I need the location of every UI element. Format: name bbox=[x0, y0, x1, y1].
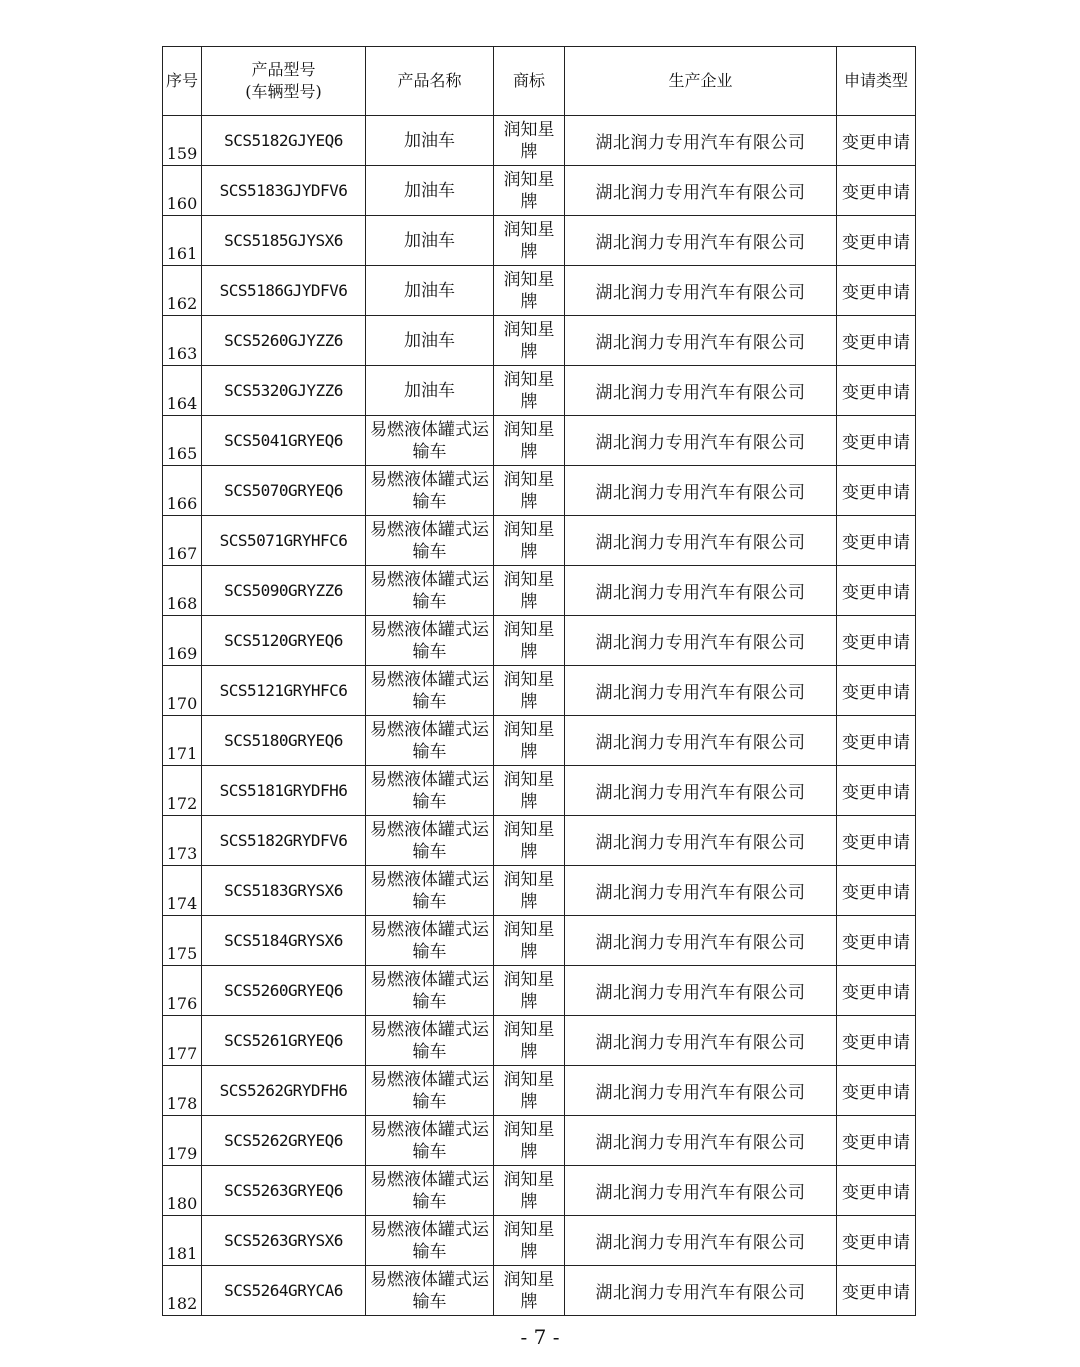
cell-serial-number: 166 bbox=[163, 466, 202, 516]
cell-manufacturer: 湖北润力专用汽车有限公司 bbox=[565, 216, 837, 266]
cell-application-type: 变更申请 bbox=[837, 1166, 916, 1216]
cell-application-type: 变更申请 bbox=[837, 766, 916, 816]
cell-application-type: 变更申请 bbox=[837, 816, 916, 866]
cell-brand bbox=[494, 366, 565, 416]
table-row bbox=[163, 166, 916, 216]
cell-brand bbox=[494, 1066, 565, 1116]
cell-application-type: 变更申请 bbox=[837, 116, 916, 166]
cell-application-type: 变更申请 bbox=[837, 716, 916, 766]
cell-serial-number: 159 bbox=[163, 116, 202, 166]
cell-serial-number: 173 bbox=[163, 816, 202, 866]
cell-application-type: 变更申请 bbox=[837, 416, 916, 466]
cell-serial-number: 176 bbox=[163, 966, 202, 1016]
cell-manufacturer: 湖北润力专用汽车有限公司 bbox=[565, 416, 837, 466]
cell-serial-number: 165 bbox=[163, 416, 202, 466]
cell-product-model: SCS5183GRYSX6 bbox=[202, 866, 366, 916]
cell-application-type: 变更申请 bbox=[837, 1216, 916, 1266]
cell-serial-number: 175 bbox=[163, 916, 202, 966]
cell-brand bbox=[494, 116, 565, 166]
cell-manufacturer: 湖北润力专用汽车有限公司 bbox=[565, 1116, 837, 1166]
table-row bbox=[163, 866, 916, 916]
cell-product-name bbox=[366, 766, 494, 816]
cell-brand-text: 润知星牌 bbox=[503, 1069, 555, 1112]
cell-product-name-text: 易燃液体罐式运输车 bbox=[369, 1069, 489, 1112]
cell-product-model: SCS5071GRYHFC6 bbox=[202, 516, 366, 566]
cell-product-name bbox=[366, 116, 494, 166]
cell-brand bbox=[494, 266, 565, 316]
cell-product-name bbox=[366, 566, 494, 616]
table-row bbox=[163, 1066, 916, 1116]
cell-product-model: SCS5090GRYZZ6 bbox=[202, 566, 366, 616]
cell-manufacturer: 湖北润力专用汽车有限公司 bbox=[565, 1216, 837, 1266]
table-row bbox=[163, 566, 916, 616]
cell-product-model: SCS5121GRYHFC6 bbox=[202, 666, 366, 716]
cell-product-name bbox=[366, 366, 494, 416]
cell-product-name-text: 易燃液体罐式运输车 bbox=[369, 1169, 489, 1212]
cell-product-name-text: 易燃液体罐式运输车 bbox=[369, 569, 489, 612]
cell-application-type: 变更申请 bbox=[837, 666, 916, 716]
cell-serial-number: 170 bbox=[163, 666, 202, 716]
cell-manufacturer: 湖北润力专用汽车有限公司 bbox=[565, 316, 837, 366]
cell-product-name-text: 加油车 bbox=[403, 330, 455, 351]
cell-product-model: SCS5263GRYSX6 bbox=[202, 1216, 366, 1266]
cell-product-name bbox=[366, 416, 494, 466]
cell-product-model: SCS5261GRYEQ6 bbox=[202, 1016, 366, 1066]
cell-manufacturer: 湖北润力专用汽车有限公司 bbox=[565, 366, 837, 416]
cell-product-name-text: 易燃液体罐式运输车 bbox=[369, 969, 489, 1012]
cell-serial-number: 182 bbox=[163, 1266, 202, 1316]
cell-brand bbox=[494, 616, 565, 666]
table-header-row bbox=[163, 47, 916, 116]
cell-product-name bbox=[366, 1016, 494, 1066]
cell-product-name-text: 易燃液体罐式运输车 bbox=[369, 869, 489, 912]
cell-serial-number: 178 bbox=[163, 1066, 202, 1116]
cell-brand bbox=[494, 216, 565, 266]
cell-manufacturer: 湖北润力专用汽车有限公司 bbox=[565, 666, 837, 716]
table-row bbox=[163, 616, 916, 666]
cell-brand bbox=[494, 566, 565, 616]
cell-serial-number: 177 bbox=[163, 1016, 202, 1066]
cell-brand-text: 润知星牌 bbox=[503, 719, 555, 762]
cell-serial-number: 164 bbox=[163, 366, 202, 416]
header-product-name: 产品名称 bbox=[366, 47, 494, 116]
cell-product-name-text: 加油车 bbox=[403, 130, 455, 151]
cell-product-name-text: 易燃液体罐式运输车 bbox=[369, 1269, 489, 1312]
table-row bbox=[163, 816, 916, 866]
cell-product-model: SCS5263GRYEQ6 bbox=[202, 1166, 366, 1216]
cell-brand bbox=[494, 416, 565, 466]
cell-brand-text: 润知星牌 bbox=[503, 769, 555, 812]
cell-application-type: 变更申请 bbox=[837, 266, 916, 316]
cell-brand-text: 润知星牌 bbox=[503, 919, 555, 962]
table-row bbox=[163, 916, 916, 966]
cell-product-model: SCS5320GJYZZ6 bbox=[202, 366, 366, 416]
header-manufacturer: 生产企业 bbox=[565, 47, 837, 116]
cell-manufacturer: 湖北润力专用汽车有限公司 bbox=[565, 1266, 837, 1316]
cell-product-model: SCS5041GRYEQ6 bbox=[202, 416, 366, 466]
cell-brand-text: 润知星牌 bbox=[503, 1269, 555, 1312]
cell-product-model: SCS5181GRYDFH6 bbox=[202, 766, 366, 816]
table-body bbox=[163, 116, 916, 1316]
cell-serial-number: 168 bbox=[163, 566, 202, 616]
table-row bbox=[163, 466, 916, 516]
cell-serial-number: 167 bbox=[163, 516, 202, 566]
cell-application-type: 变更申请 bbox=[837, 1116, 916, 1166]
cell-brand-text: 润知星牌 bbox=[503, 619, 555, 662]
cell-manufacturer: 湖北润力专用汽车有限公司 bbox=[565, 916, 837, 966]
cell-product-name bbox=[366, 666, 494, 716]
cell-serial-number: 161 bbox=[163, 216, 202, 266]
cell-application-type: 变更申请 bbox=[837, 166, 916, 216]
cell-serial-number: 169 bbox=[163, 616, 202, 666]
cell-product-name bbox=[366, 316, 494, 366]
cell-brand bbox=[494, 166, 565, 216]
cell-manufacturer: 湖北润力专用汽车有限公司 bbox=[565, 766, 837, 816]
table-row bbox=[163, 766, 916, 816]
cell-manufacturer: 湖北润力专用汽车有限公司 bbox=[565, 716, 837, 766]
cell-product-name bbox=[366, 866, 494, 916]
cell-brand-text: 润知星牌 bbox=[503, 969, 555, 1012]
table-row bbox=[163, 1216, 916, 1266]
cell-brand-text: 润知星牌 bbox=[503, 219, 555, 262]
cell-product-name-text: 易燃液体罐式运输车 bbox=[369, 769, 489, 812]
cell-application-type: 变更申请 bbox=[837, 216, 916, 266]
cell-application-type: 变更申请 bbox=[837, 516, 916, 566]
cell-brand-text: 润知星牌 bbox=[503, 1019, 555, 1062]
cell-product-name bbox=[366, 466, 494, 516]
cell-product-model: SCS5183GJYDFV6 bbox=[202, 166, 366, 216]
cell-product-name bbox=[366, 716, 494, 766]
cell-brand-text: 润知星牌 bbox=[503, 369, 555, 412]
table-row bbox=[163, 416, 916, 466]
cell-product-name-text: 易燃液体罐式运输车 bbox=[369, 519, 489, 562]
cell-brand bbox=[494, 1216, 565, 1266]
table-row bbox=[163, 1116, 916, 1166]
cell-serial-number: 172 bbox=[163, 766, 202, 816]
cell-product-name-text: 易燃液体罐式运输车 bbox=[369, 1119, 489, 1162]
cell-brand bbox=[494, 966, 565, 1016]
cell-brand bbox=[494, 516, 565, 566]
cell-application-type: 变更申请 bbox=[837, 466, 916, 516]
table-row bbox=[163, 966, 916, 1016]
cell-product-name-text: 易燃液体罐式运输车 bbox=[369, 919, 489, 962]
cell-manufacturer: 湖北润力专用汽车有限公司 bbox=[565, 866, 837, 916]
table-row bbox=[163, 666, 916, 716]
cell-product-name bbox=[366, 216, 494, 266]
cell-product-name-text: 易燃液体罐式运输车 bbox=[369, 1019, 489, 1062]
table-row bbox=[163, 1266, 916, 1316]
cell-brand-text: 润知星牌 bbox=[503, 469, 555, 512]
cell-brand-text: 润知星牌 bbox=[503, 519, 555, 562]
cell-product-name-text: 加油车 bbox=[403, 180, 455, 201]
header-product-model-line1: 产品型号 bbox=[251, 60, 316, 79]
cell-serial-number: 181 bbox=[163, 1216, 202, 1266]
cell-product-model: SCS5182GJYEQ6 bbox=[202, 116, 366, 166]
table-row bbox=[163, 366, 916, 416]
header-product-model bbox=[202, 47, 366, 116]
cell-brand bbox=[494, 1116, 565, 1166]
cell-product-name-text: 易燃液体罐式运输车 bbox=[369, 419, 489, 462]
cell-manufacturer: 湖北润力专用汽车有限公司 bbox=[565, 566, 837, 616]
cell-application-type: 变更申请 bbox=[837, 916, 916, 966]
cell-serial-number: 171 bbox=[163, 716, 202, 766]
cell-product-name bbox=[366, 1116, 494, 1166]
cell-manufacturer: 湖北润力专用汽车有限公司 bbox=[565, 816, 837, 866]
cell-product-name-text: 易燃液体罐式运输车 bbox=[369, 719, 489, 762]
table-row bbox=[163, 516, 916, 566]
header-product-model-line2: (车辆型号) bbox=[245, 82, 322, 101]
cell-product-model: SCS5185GJYSX6 bbox=[202, 216, 366, 266]
cell-product-name bbox=[366, 1166, 494, 1216]
table-row bbox=[163, 116, 916, 166]
cell-brand-text: 润知星牌 bbox=[503, 569, 555, 612]
cell-product-name bbox=[366, 166, 494, 216]
header-brand: 商标 bbox=[494, 47, 565, 116]
cell-product-model: SCS5184GRYSX6 bbox=[202, 916, 366, 966]
cell-application-type: 变更申请 bbox=[837, 616, 916, 666]
product-table bbox=[162, 46, 916, 1316]
cell-brand-text: 润知星牌 bbox=[503, 119, 555, 162]
cell-brand bbox=[494, 466, 565, 516]
cell-manufacturer: 湖北润力专用汽车有限公司 bbox=[565, 516, 837, 566]
cell-product-model: SCS5262GRYDFH6 bbox=[202, 1066, 366, 1116]
cell-product-model: SCS5070GRYEQ6 bbox=[202, 466, 366, 516]
header-application-type: 申请类型 bbox=[837, 47, 916, 116]
cell-brand bbox=[494, 1166, 565, 1216]
cell-brand bbox=[494, 316, 565, 366]
cell-manufacturer: 湖北润力专用汽车有限公司 bbox=[565, 116, 837, 166]
cell-serial-number: 174 bbox=[163, 866, 202, 916]
cell-application-type: 变更申请 bbox=[837, 1266, 916, 1316]
cell-product-model: SCS5262GRYEQ6 bbox=[202, 1116, 366, 1166]
cell-brand bbox=[494, 916, 565, 966]
table-row bbox=[163, 266, 916, 316]
cell-brand bbox=[494, 866, 565, 916]
cell-product-name-text: 加油车 bbox=[403, 280, 455, 301]
cell-product-name bbox=[366, 516, 494, 566]
cell-product-name-text: 易燃液体罐式运输车 bbox=[369, 669, 489, 712]
cell-brand bbox=[494, 716, 565, 766]
cell-product-name bbox=[366, 1216, 494, 1266]
cell-manufacturer: 湖北润力专用汽车有限公司 bbox=[565, 266, 837, 316]
cell-brand-text: 润知星牌 bbox=[503, 419, 555, 462]
cell-brand bbox=[494, 666, 565, 716]
table-row bbox=[163, 1016, 916, 1066]
cell-application-type: 变更申请 bbox=[837, 1016, 916, 1066]
cell-manufacturer: 湖北润力专用汽车有限公司 bbox=[565, 966, 837, 1016]
cell-brand-text: 润知星牌 bbox=[503, 1119, 555, 1162]
cell-product-model: SCS5260GJYZZ6 bbox=[202, 316, 366, 366]
cell-product-name bbox=[366, 1266, 494, 1316]
cell-product-model: SCS5260GRYEQ6 bbox=[202, 966, 366, 1016]
cell-product-name bbox=[366, 916, 494, 966]
cell-product-name bbox=[366, 266, 494, 316]
cell-brand-text: 润知星牌 bbox=[503, 869, 555, 912]
header-serial-number: 序号 bbox=[163, 47, 202, 116]
cell-serial-number: 163 bbox=[163, 316, 202, 366]
cell-manufacturer: 湖北润力专用汽车有限公司 bbox=[565, 166, 837, 216]
cell-brand-text: 润知星牌 bbox=[503, 669, 555, 712]
cell-product-name-text: 易燃液体罐式运输车 bbox=[369, 1219, 489, 1262]
cell-brand-text: 润知星牌 bbox=[503, 169, 555, 212]
cell-brand-text: 润知星牌 bbox=[503, 269, 555, 312]
cell-application-type: 变更申请 bbox=[837, 866, 916, 916]
cell-brand-text: 润知星牌 bbox=[503, 1219, 555, 1262]
cell-product-model: SCS5180GRYEQ6 bbox=[202, 716, 366, 766]
cell-application-type: 变更申请 bbox=[837, 966, 916, 1016]
cell-serial-number: 180 bbox=[163, 1166, 202, 1216]
cell-application-type: 变更申请 bbox=[837, 366, 916, 416]
cell-product-name-text: 易燃液体罐式运输车 bbox=[369, 619, 489, 662]
cell-serial-number: 160 bbox=[163, 166, 202, 216]
cell-product-name bbox=[366, 816, 494, 866]
cell-brand bbox=[494, 816, 565, 866]
cell-brand bbox=[494, 1266, 565, 1316]
cell-product-name bbox=[366, 1066, 494, 1116]
cell-application-type: 变更申请 bbox=[837, 566, 916, 616]
cell-brand bbox=[494, 766, 565, 816]
cell-product-model: SCS5264GRYCA6 bbox=[202, 1266, 366, 1316]
cell-serial-number: 179 bbox=[163, 1116, 202, 1166]
cell-brand-text: 润知星牌 bbox=[503, 1169, 555, 1212]
table-row bbox=[163, 1166, 916, 1216]
cell-brand-text: 润知星牌 bbox=[503, 819, 555, 862]
cell-brand-text: 润知星牌 bbox=[503, 319, 555, 362]
cell-product-name-text: 加油车 bbox=[403, 380, 455, 401]
page-number: - 7 - bbox=[520, 1325, 560, 1349]
cell-product-name-text: 易燃液体罐式运输车 bbox=[369, 819, 489, 862]
cell-serial-number: 162 bbox=[163, 266, 202, 316]
cell-application-type: 变更申请 bbox=[837, 316, 916, 366]
cell-product-name bbox=[366, 616, 494, 666]
table-row bbox=[163, 716, 916, 766]
cell-manufacturer: 湖北润力专用汽车有限公司 bbox=[565, 466, 837, 516]
cell-product-name-text: 易燃液体罐式运输车 bbox=[369, 469, 489, 512]
cell-product-model: SCS5182GRYDFV6 bbox=[202, 816, 366, 866]
cell-manufacturer: 湖北润力专用汽车有限公司 bbox=[565, 1166, 837, 1216]
cell-brand bbox=[494, 1016, 565, 1066]
cell-application-type: 变更申请 bbox=[837, 1066, 916, 1116]
cell-product-model: SCS5120GRYEQ6 bbox=[202, 616, 366, 666]
cell-product-model: SCS5186GJYDFV6 bbox=[202, 266, 366, 316]
cell-product-name bbox=[366, 966, 494, 1016]
cell-manufacturer: 湖北润力专用汽车有限公司 bbox=[565, 1016, 837, 1066]
cell-product-name-text: 加油车 bbox=[403, 230, 455, 251]
table-row bbox=[163, 216, 916, 266]
cell-manufacturer: 湖北润力专用汽车有限公司 bbox=[565, 616, 837, 666]
cell-manufacturer: 湖北润力专用汽车有限公司 bbox=[565, 1066, 837, 1116]
table-row bbox=[163, 316, 916, 366]
